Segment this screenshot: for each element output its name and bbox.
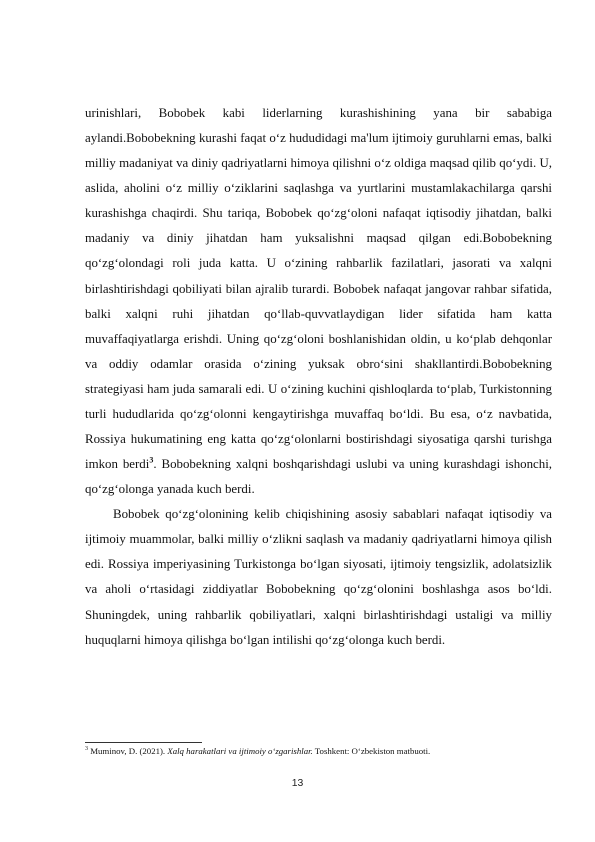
paragraph-text-continued: . Bobobekning xalqni boshqarishdagi uslubi va uning kurashdagi ishonchi, qo‘zg‘olonga yanada kuch berdi.	[85, 457, 553, 497]
footnote-author: Muminov, D. (2021).	[88, 746, 168, 756]
footnote-divider	[85, 742, 202, 743]
body-text	[85, 101, 552, 653]
footnote	[85, 746, 552, 757]
footnote-title: Xalq harakatlari va ijtimoiy o‘zgarishlar.	[167, 746, 313, 756]
paragraph: Bobobek qo‘zg‘olonining kelib chiqishining asosiy sabablari nafaqat iqtisodiy va ijtimoiy muammolar, balki milliy o‘zlikni saqlash va madaniy qadriyatlarni himoya qilish edi. Rossiya imperiyasining Turkistonga bo‘lgan siyosati, ijtimoiy tengsizlik, adolatsizlik va aholi o‘rtasidagi ziddiyatlar Bobobekning qo‘zg‘olonini boshlashga asos bo‘ldi. Shuningdek, uning rahbarlik qobiliyatlari, xalqni birlashtirishdagi ustaligi va milliy huquqlarni himoya qilishga bo‘lgan intilishi qo‘zg‘olonga kuch berdi.	[85, 507, 552, 647]
footnote-reference[interactable]: 3	[149, 455, 154, 465]
page-number: 13	[291, 778, 304, 789]
paragraph-text: urinishlari, Bobobek kabi liderlarning kurashishining yana bir sababiga aylandi.Bobobekning kurashi faqat o‘z hududidagi ma'lum ijtimoiy guruhlarni emas, balki milliy madaniyat va diniy qadriyatlarni himoya qilishni o‘z oldiga maqsad qilib qo‘ydi. U, aslida, aholini o‘z milliy o‘ziklarini saqlashga va yurtlarini mustamlakachilarga qarshi kurashishga chaqirdi. Shu tariqa, Bobobek qo‘zg‘oloni nafaqat iqtisodiy jihatdan, balki madaniy va diniy jihatdan ham yuksalishni maqsad qilgan edi.Bobobekning qo‘zg‘olondagi roli juda katta. U o‘zining rahbarlik fazilatlari, jasorati va xalqni birlashtirishdagi qobiliyati bilan ajralib turardi. Bobobek nafaqat jangovar rahbar sifatida, balki xalqni ruhi jihatdan qo‘llab-quvvatlaydigan lider sifatida ham katta muvaffaqiyatlarga erishdi. Uning qo‘zg‘oloni boshlanishidan oldin, u ko‘plab dehqonlar va oddiy odamlar orasida o‘zining yuksak obro‘sini shakllantirdi.Bobobekning strategiyasi ham juda samarali edi. U o‘zining kuchini qishloqlarda to‘plab, Turkistonning turli hududlarida qo‘zg‘olonni kengaytirishga muvaffaq bo‘ldi. Bu esa, o‘z navbatida, Rossiya hukumatining eng katta qo‘zg‘olonlarni bostirishdagi siyosatiga qarshi turishga imkon berdi	[85, 106, 552, 472]
footnote-marker: 3	[85, 746, 88, 753]
paragraph	[85, 101, 552, 502]
footnote-publisher: Toshkent: O‘zbekiston matbuoti.	[312, 746, 431, 756]
